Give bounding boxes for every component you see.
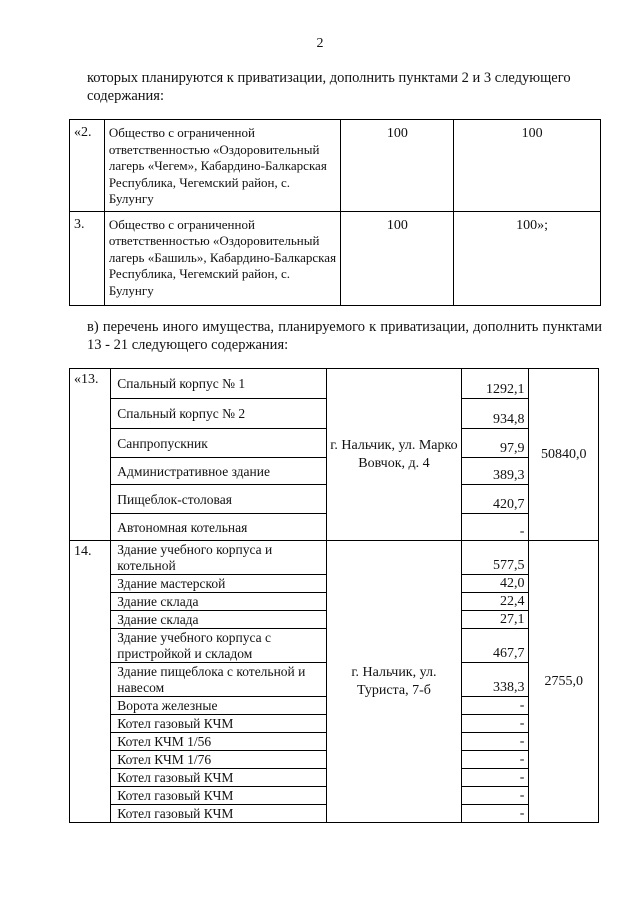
object-name: Котел КЧМ 1/56 bbox=[111, 733, 327, 751]
object-area: - bbox=[461, 769, 529, 787]
object-area: - bbox=[461, 514, 529, 541]
table-row bbox=[70, 369, 599, 399]
intro-paragraph: которых планируются к приватизации, дополнить пунктами 2 и 3 следующего содержания: bbox=[87, 70, 571, 104]
object-name: Котел газовый КЧМ bbox=[111, 805, 327, 823]
object-area: - bbox=[461, 805, 529, 823]
object-name: Пищеблок-столовая bbox=[111, 485, 327, 514]
page-number: 2 bbox=[316, 36, 324, 51]
share-value: 100 bbox=[341, 120, 454, 212]
share-value: 100»; bbox=[454, 211, 601, 305]
object-area: 389,3 bbox=[461, 458, 529, 485]
object-name: Автономная котельная bbox=[111, 514, 327, 541]
object-area: 934,8 bbox=[461, 399, 529, 429]
object-name: Здание склада bbox=[111, 593, 327, 611]
section-paragraph: в) перечень иного имущества, планируемого к приватизации, дополнить пунктами 13 - 21 следующего содержания: bbox=[87, 319, 602, 353]
object-area: - bbox=[461, 733, 529, 751]
object-area: 97,9 bbox=[461, 429, 529, 458]
row-number: 3. bbox=[70, 211, 105, 305]
object-area: 577,5 bbox=[461, 541, 529, 575]
object-name: Здание учебного корпуса и котельной bbox=[111, 541, 327, 575]
companies-table bbox=[69, 119, 601, 306]
object-name: Котел газовый КЧМ bbox=[111, 715, 327, 733]
object-area: 42,0 bbox=[461, 575, 529, 593]
object-name: Котел газовый КЧМ bbox=[111, 787, 327, 805]
object-area: 467,7 bbox=[461, 629, 529, 663]
object-area: - bbox=[461, 787, 529, 805]
object-area: 338,3 bbox=[461, 663, 529, 697]
object-name: Санпропускник bbox=[111, 429, 327, 458]
object-name: Здание учебного корпуса с пристройкой и складом bbox=[111, 629, 327, 663]
table-row bbox=[70, 211, 601, 305]
object-area: 1292,1 bbox=[461, 369, 529, 399]
share-value: 100 bbox=[454, 120, 601, 212]
object-area: - bbox=[461, 697, 529, 715]
item-number: 14. bbox=[70, 541, 111, 823]
object-name: Котел КЧМ 1/76 bbox=[111, 751, 327, 769]
object-area: 22,4 bbox=[461, 593, 529, 611]
total-area: 2755,0 bbox=[529, 541, 599, 823]
object-address: г. Нальчик, ул. Марко Вовчок, д. 4 bbox=[326, 369, 461, 541]
company-name: Общество с ограниченной ответственностью «Оздоровительный лагерь «Чегем», Кабардино-Балкарская Республика, Чегемский район, с. Булунгу bbox=[104, 120, 341, 212]
company-name: Общество с ограниченной ответственностью «Оздоровительный лагерь «Башиль», Кабардино-Балкарская Республика, Чегемский район, с. Булунгу bbox=[104, 211, 341, 305]
share-value: 100 bbox=[341, 211, 454, 305]
object-name: Спальный корпус № 1 bbox=[111, 369, 327, 399]
object-name: Ворота железные bbox=[111, 697, 327, 715]
property-table bbox=[69, 368, 599, 823]
object-name: Административное здание bbox=[111, 458, 327, 485]
object-name: Здание пищеблока с котельной и навесом bbox=[111, 663, 327, 697]
table-row bbox=[70, 120, 601, 212]
object-name: Здание мастерской bbox=[111, 575, 327, 593]
row-number: «2. bbox=[70, 120, 105, 212]
object-area: - bbox=[461, 751, 529, 769]
total-area: 50840,0 bbox=[529, 369, 599, 541]
object-name: Спальный корпус № 2 bbox=[111, 399, 327, 429]
object-area: - bbox=[461, 715, 529, 733]
table-row bbox=[70, 541, 599, 575]
object-name: Котел газовый КЧМ bbox=[111, 769, 327, 787]
object-address: г. Нальчик, ул. Туриста, 7-б bbox=[326, 541, 461, 823]
object-area: 420,7 bbox=[461, 485, 529, 514]
object-name: Здание склада bbox=[111, 611, 327, 629]
object-area: 27,1 bbox=[461, 611, 529, 629]
item-number: «13. bbox=[70, 369, 111, 541]
